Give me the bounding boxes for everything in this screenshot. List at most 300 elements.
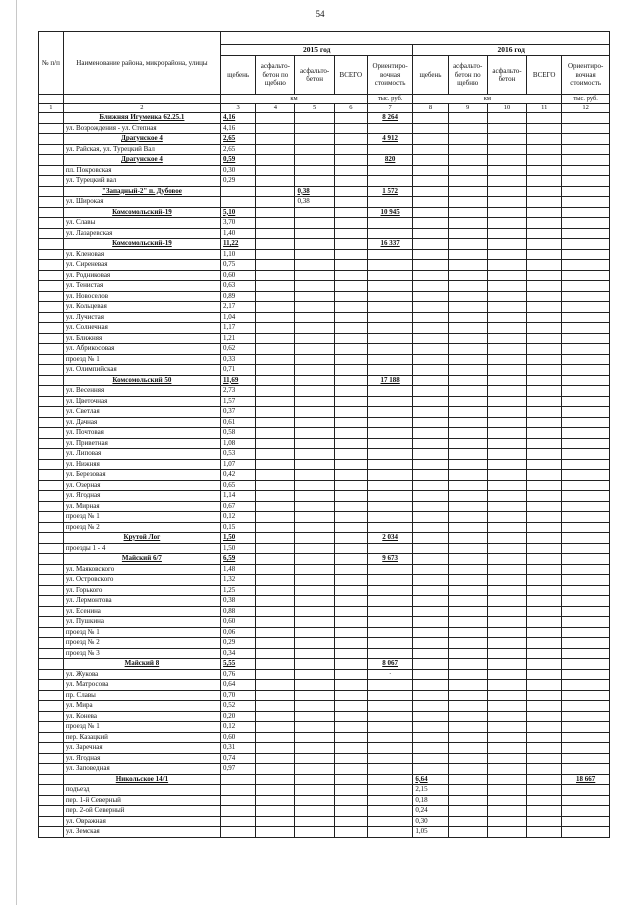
cell-cost2 [562, 417, 610, 428]
cell-asphg [256, 522, 295, 533]
cell-total [334, 228, 367, 239]
cell-asph2 [487, 774, 526, 785]
cell-asph [295, 554, 334, 565]
cell-cost [367, 281, 413, 292]
cell-total [334, 470, 367, 481]
cell-asph [295, 732, 334, 743]
header-asph-gravel-2016: асфальто-бетон по щебню [448, 56, 487, 95]
cell-cost [367, 407, 413, 418]
cell-cost2 [562, 648, 610, 659]
cell-total2 [527, 186, 562, 197]
column-number: 12 [562, 104, 610, 113]
header-cost-2016: Ориентиро-вочная стоимость [562, 56, 610, 95]
cell-asphg2 [448, 323, 487, 334]
cell-asphg [256, 123, 295, 134]
cell-cost [367, 512, 413, 523]
cell-total [334, 774, 367, 785]
cell-cost2 [562, 312, 610, 323]
street-row [39, 407, 610, 418]
street-row [39, 228, 610, 239]
cell-total [334, 312, 367, 323]
cell-cost [367, 606, 413, 617]
cell-cost2 [562, 806, 610, 817]
street-row [39, 428, 610, 439]
district-row [39, 659, 610, 670]
cell-total [334, 543, 367, 554]
cell-gravel: 2,65 [221, 134, 256, 145]
cell-gravel [221, 795, 256, 806]
cell-cost2 [562, 659, 610, 670]
row-number-cell [39, 806, 64, 817]
cell-total2 [527, 816, 562, 827]
cell-cost [367, 585, 413, 596]
street-row [39, 197, 610, 208]
district-row [39, 186, 610, 197]
cell-cost2 [562, 323, 610, 334]
street-name: проезд № 1 [63, 627, 220, 638]
cell-asph [295, 543, 334, 554]
cell-asphg [256, 669, 295, 680]
street-row [39, 648, 610, 659]
cell-gravel2 [413, 239, 448, 250]
cell-asphg [256, 207, 295, 218]
street-row [39, 669, 610, 680]
cell-asph [295, 165, 334, 176]
cell-total2 [527, 354, 562, 365]
row-number-cell [39, 564, 64, 575]
street-name: ул. Возрождения - ул. Степная [63, 123, 220, 134]
cell-asphg [256, 480, 295, 491]
street-name: ул. Сиреневая [63, 260, 220, 271]
header-asph-2016: асфальто-бетон [487, 56, 526, 95]
page-number: 54 [315, 9, 325, 19]
cell-asph2 [487, 323, 526, 334]
cell-asphg2 [448, 638, 487, 649]
cell-gravel: 1,32 [221, 575, 256, 586]
cell-total [334, 711, 367, 722]
cell-cost2 [562, 627, 610, 638]
cell-total2 [527, 480, 562, 491]
cell-asphg2 [448, 543, 487, 554]
district-name: Майский 8 [63, 659, 220, 670]
cell-asphg2 [448, 659, 487, 670]
cell-asph2 [487, 575, 526, 586]
cell-cost: 10 945 [367, 207, 413, 218]
cell-cost [367, 270, 413, 281]
cell-asph [295, 344, 334, 355]
cell-gravel: 0,61 [221, 417, 256, 428]
district-name: Комсомольский-19 [63, 239, 220, 250]
cell-cost [367, 774, 413, 785]
district-row [39, 239, 610, 250]
cell-cost [367, 218, 413, 229]
cell-cost [367, 249, 413, 260]
cell-asph2 [487, 291, 526, 302]
row-number-cell [39, 711, 64, 722]
row-number-cell [39, 606, 64, 617]
cell-asphg [256, 501, 295, 512]
cell-total [334, 281, 367, 292]
street-name: ул. Славы [63, 218, 220, 229]
row-number-cell [39, 428, 64, 439]
row-number-cell [39, 753, 64, 764]
cell-gravel2: 0,24 [413, 806, 448, 817]
cell-asphg2 [448, 186, 487, 197]
cell-asph2 [487, 386, 526, 397]
cell-asph2 [487, 554, 526, 565]
cell-asph2 [487, 470, 526, 481]
cell-gravel2 [413, 554, 448, 565]
cell-asph [295, 627, 334, 638]
cell-asph2 [487, 197, 526, 208]
cell-total [334, 617, 367, 628]
street-name: ул. Земская [63, 827, 220, 838]
cell-total2 [527, 260, 562, 271]
cell-gravel2: 0,18 [413, 795, 448, 806]
cell-asph2 [487, 113, 526, 124]
row-number-cell [39, 795, 64, 806]
district-name: Комсомольский-19 [63, 207, 220, 218]
cell-asph [295, 312, 334, 323]
cell-gravel2 [413, 407, 448, 418]
cell-gravel2 [413, 575, 448, 586]
cell-cost2 [562, 144, 610, 155]
street-row [39, 312, 610, 323]
cell-gravel2 [413, 564, 448, 575]
cell-asphg2 [448, 501, 487, 512]
street-name: ул. Весенняя [63, 386, 220, 397]
cell-asph2 [487, 669, 526, 680]
cell-gravel2 [413, 596, 448, 607]
cell-cost [367, 428, 413, 439]
street-row [39, 543, 610, 554]
street-row [39, 354, 610, 365]
cell-cost2 [562, 396, 610, 407]
units-blank-2 [63, 95, 220, 104]
page-margin-line [16, 0, 17, 905]
cell-cost [367, 648, 413, 659]
street-row [39, 176, 610, 187]
cell-total [334, 449, 367, 460]
cell-asphg2 [448, 344, 487, 355]
cell-total [334, 596, 367, 607]
cell-asphg [256, 260, 295, 271]
cell-asph [295, 564, 334, 575]
cell-asph [295, 260, 334, 271]
row-number-cell [39, 701, 64, 712]
cell-asph [295, 764, 334, 775]
cell-total [334, 438, 367, 449]
cell-asph [295, 806, 334, 817]
cell-total [334, 764, 367, 775]
cell-asphg2 [448, 312, 487, 323]
header-year-2016: 2016 год [413, 45, 610, 56]
cell-asph2 [487, 701, 526, 712]
cell-asph2 [487, 596, 526, 607]
cell-total2 [527, 564, 562, 575]
cell-asphg2 [448, 281, 487, 292]
cell-asph2 [487, 627, 526, 638]
cell-asph [295, 606, 334, 617]
cell-total [334, 428, 367, 439]
street-row [39, 680, 610, 691]
row-number-cell [39, 690, 64, 701]
street-name: проезд № 3 [63, 648, 220, 659]
row-number-cell [39, 249, 64, 260]
cell-asph [295, 123, 334, 134]
row-number-cell [39, 480, 64, 491]
cell-asph2 [487, 302, 526, 313]
street-row [39, 585, 610, 596]
row-number-cell [39, 123, 64, 134]
row-number-cell [39, 291, 64, 302]
cell-asph [295, 155, 334, 166]
cell-gravel: 0,88 [221, 606, 256, 617]
street-row [39, 743, 610, 754]
district-name: Драгунское 4 [63, 155, 220, 166]
cell-gravel: 1,10 [221, 249, 256, 260]
cell-gravel2 [413, 701, 448, 712]
street-row [39, 701, 610, 712]
cell-total2 [527, 606, 562, 617]
cell-cost [367, 816, 413, 827]
cell-asphg [256, 438, 295, 449]
cell-asphg2 [448, 144, 487, 155]
cell-gravel: 0,65 [221, 480, 256, 491]
cell-total2 [527, 795, 562, 806]
row-number-cell [39, 218, 64, 229]
cell-asphg2 [448, 438, 487, 449]
street-name: проезд № 1 [63, 512, 220, 523]
cell-gravel2 [413, 732, 448, 743]
cell-asphg2 [448, 711, 487, 722]
cell-total2 [527, 596, 562, 607]
cell-gravel2 [413, 344, 448, 355]
row-number-cell [39, 617, 64, 628]
cell-total2 [527, 312, 562, 323]
cell-asph [295, 417, 334, 428]
cell-gravel: 0,33 [221, 354, 256, 365]
cell-cost2 [562, 512, 610, 523]
district-name: Майский 6/7 [63, 554, 220, 565]
cell-total [334, 585, 367, 596]
cell-gravel: 2,65 [221, 144, 256, 155]
cell-total [334, 302, 367, 313]
cell-gravel2 [413, 197, 448, 208]
cell-cost2 [562, 291, 610, 302]
street-name: ул. Есенина [63, 606, 220, 617]
cell-asph2 [487, 281, 526, 292]
cell-cost [367, 123, 413, 134]
cell-total2 [527, 470, 562, 481]
cell-asphg [256, 375, 295, 386]
street-row [39, 396, 610, 407]
cell-gravel: 0,60 [221, 617, 256, 628]
cell-cost2 [562, 344, 610, 355]
header-name: Наименование района, микрорайона, улицы [63, 32, 220, 95]
cell-total [334, 816, 367, 827]
cell-gravel: 1,48 [221, 564, 256, 575]
cell-total [334, 113, 367, 124]
street-name: ул. Маяковского [63, 564, 220, 575]
cell-asphg2 [448, 806, 487, 817]
cell-gravel2 [413, 323, 448, 334]
cell-gravel: 0,42 [221, 470, 256, 481]
cell-gravel: 0,37 [221, 407, 256, 418]
cell-cost2 [562, 743, 610, 754]
cell-total [334, 638, 367, 649]
cell-asph [295, 459, 334, 470]
cell-asphg2 [448, 176, 487, 187]
cell-asphg [256, 732, 295, 743]
cell-asphg2 [448, 732, 487, 743]
street-name: ул. Пушкина [63, 617, 220, 628]
row-number-cell [39, 155, 64, 166]
header-top-blank [221, 32, 610, 45]
cell-gravel2 [413, 396, 448, 407]
cell-total [334, 176, 367, 187]
street-row [39, 606, 610, 617]
cell-gravel: 0,67 [221, 501, 256, 512]
cell-gravel: 0,60 [221, 270, 256, 281]
cell-gravel: 0,71 [221, 365, 256, 376]
cell-cost [367, 690, 413, 701]
cell-asph [295, 291, 334, 302]
cell-total2 [527, 512, 562, 523]
cell-gravel2 [413, 491, 448, 502]
cell-asph [295, 753, 334, 764]
cell-gravel: 1,08 [221, 438, 256, 449]
row-number-cell [39, 239, 64, 250]
street-row [39, 722, 610, 733]
column-number: 10 [487, 104, 526, 113]
street-row [39, 690, 610, 701]
cell-cost2 [562, 543, 610, 554]
cell-gravel2 [413, 459, 448, 470]
row-number-cell [39, 501, 64, 512]
cell-asph2 [487, 753, 526, 764]
cell-asphg [256, 239, 295, 250]
cell-asph2 [487, 617, 526, 628]
cell-asphg [256, 155, 295, 166]
cell-asphg2 [448, 522, 487, 533]
cell-gravel2 [413, 113, 448, 124]
cell-gravel2 [413, 438, 448, 449]
cell-total [334, 533, 367, 544]
cell-asph [295, 144, 334, 155]
cell-total2 [527, 764, 562, 775]
row-number-cell [39, 491, 64, 502]
cell-total [334, 659, 367, 670]
cell-asphg [256, 165, 295, 176]
district-row [39, 375, 610, 386]
cell-asphg [256, 249, 295, 260]
cell-gravel: 0,58 [221, 428, 256, 439]
cell-cost2 [562, 711, 610, 722]
cell-total2 [527, 690, 562, 701]
cell-asph [295, 407, 334, 418]
row-number-cell [39, 344, 64, 355]
cell-gravel2 [413, 354, 448, 365]
street-row [39, 795, 610, 806]
cell-asphg2 [448, 617, 487, 628]
street-name: ул. Овражная [63, 816, 220, 827]
cell-cost: 4 912 [367, 134, 413, 145]
cell-asphg [256, 690, 295, 701]
cell-asph [295, 438, 334, 449]
cell-total2 [527, 113, 562, 124]
cell-asph2 [487, 260, 526, 271]
cell-total2 [527, 680, 562, 691]
cell-total2 [527, 827, 562, 838]
cell-asph2 [487, 795, 526, 806]
cell-asph [295, 743, 334, 754]
cell-total [334, 155, 367, 166]
row-number-cell [39, 165, 64, 176]
cell-gravel: 0,97 [221, 764, 256, 775]
cell-asph2 [487, 407, 526, 418]
cell-total [334, 396, 367, 407]
cell-asphg2 [448, 396, 487, 407]
row-number-cell [39, 764, 64, 775]
cell-total2 [527, 554, 562, 565]
cell-gravel2 [413, 522, 448, 533]
cell-total [334, 365, 367, 376]
cell-cost [367, 680, 413, 691]
cell-gravel2 [413, 501, 448, 512]
street-name: пр. Славы [63, 690, 220, 701]
cell-cost [367, 753, 413, 764]
cell-asph2 [487, 333, 526, 344]
column-number: 4 [256, 104, 295, 113]
district-row [39, 155, 610, 166]
cell-cost2 [562, 375, 610, 386]
cell-asph2 [487, 449, 526, 460]
cell-gravel2 [413, 480, 448, 491]
cell-cost [367, 764, 413, 775]
street-row [39, 144, 610, 155]
cell-cost: 1 572 [367, 186, 413, 197]
cell-total [334, 218, 367, 229]
cell-cost2 [562, 239, 610, 250]
cell-gravel2 [413, 648, 448, 659]
cell-cost2 [562, 764, 610, 775]
street-name: пер. 1-й Северный [63, 795, 220, 806]
cell-asph [295, 522, 334, 533]
cell-cost [367, 144, 413, 155]
row-number-cell [39, 543, 64, 554]
cell-asph2 [487, 344, 526, 355]
cell-total2 [527, 533, 562, 544]
cell-total [334, 827, 367, 838]
cell-cost [367, 543, 413, 554]
cell-total2 [527, 585, 562, 596]
cell-total [334, 606, 367, 617]
row-number-cell [39, 207, 64, 218]
cell-asphg [256, 354, 295, 365]
row-number-cell [39, 522, 64, 533]
cell-gravel2 [413, 155, 448, 166]
cell-gravel2 [413, 228, 448, 239]
cell-gravel: 4,16 [221, 123, 256, 134]
column-number: 9 [448, 104, 487, 113]
cell-asph [295, 596, 334, 607]
cell-gravel2 [413, 207, 448, 218]
cell-asph [295, 396, 334, 407]
cell-asph2 [487, 354, 526, 365]
street-row [39, 302, 610, 313]
cell-cost2 [562, 218, 610, 229]
